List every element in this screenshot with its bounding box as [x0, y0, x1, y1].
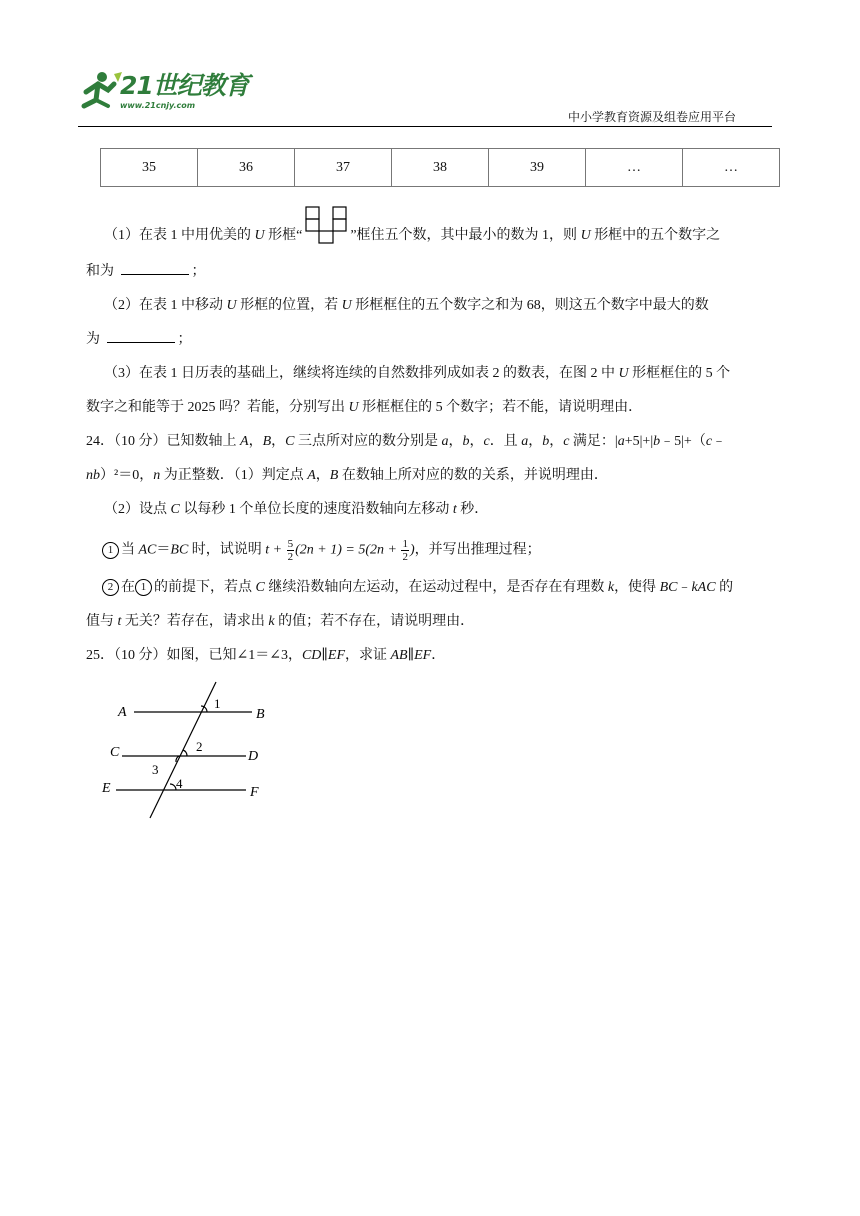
text: 为: [86, 332, 104, 347]
var: CD: [301, 648, 322, 663]
var: b: [653, 434, 661, 449]
var: b: [542, 434, 550, 449]
var: b: [462, 434, 470, 449]
var-u: U: [226, 298, 237, 313]
var: n: [153, 468, 161, 483]
table-cell: 36: [198, 149, 295, 187]
text: ＝: [156, 542, 171, 558]
u-frame-icon: [304, 205, 348, 245]
numerator: 1: [402, 538, 408, 550]
table-row: [101, 149, 780, 187]
var: BC: [659, 580, 678, 595]
q25-line1: [86, 646, 445, 666]
var: AC: [138, 542, 157, 558]
circled-number: 1: [135, 579, 152, 596]
var: A: [240, 434, 249, 449]
table-cell: …: [683, 149, 780, 187]
text: 的前提下，若点: [154, 580, 256, 595]
var: c: [563, 434, 570, 449]
table-cell: 35: [101, 149, 198, 187]
q23-part1-line2: [86, 262, 206, 282]
var: C: [285, 434, 295, 449]
var: a: [441, 434, 449, 449]
text: （1）在表 1 中用优美的: [104, 228, 255, 243]
formula-part: ): [409, 542, 415, 558]
text: ，求证: [345, 648, 391, 663]
text: 秒．: [456, 502, 489, 517]
var-u: U: [348, 400, 359, 415]
text: 数字之和能等于 2025 吗？若能，分别写出: [86, 400, 349, 415]
text: 继续沿数轴向左运动，在运动过程中，是否存在有理数: [264, 580, 608, 595]
number-table: [100, 148, 780, 187]
text: 值与: [86, 614, 118, 629]
var: C: [255, 580, 265, 595]
var-u: U: [254, 228, 265, 243]
circled-number: 1: [102, 542, 119, 559]
q24-line2: nb）²＝0，n 为正整数．（1）判定点 A，B 在数轴上所对应的数的关系，并说明理由．: [86, 468, 608, 483]
text: 形框的位置，若: [236, 298, 342, 313]
logo-text: 21世纪教育: [120, 71, 249, 100]
var: B: [329, 468, 339, 483]
text: 以每秒 1 个单位长度的速度沿数轴向左移动: [179, 502, 453, 517]
denominator: 2: [402, 551, 408, 563]
var: BC: [170, 542, 189, 558]
label-b: B: [256, 707, 265, 722]
text: （2）在表 1 中移动: [104, 298, 227, 313]
var: EF: [414, 648, 432, 663]
var: C: [170, 502, 180, 517]
label-d: D: [248, 749, 259, 764]
text: 在: [121, 580, 135, 595]
text: 形框“: [264, 228, 303, 243]
var: EF: [327, 648, 345, 663]
text: ．且: [489, 434, 522, 449]
table-cell: 38: [392, 149, 489, 187]
q24-line6: [86, 612, 474, 632]
text: 24．（10 分）已知数轴上: [86, 434, 240, 449]
var: nb: [86, 468, 100, 483]
circled-number: 2: [102, 579, 119, 596]
var: k: [268, 614, 275, 629]
numerator: 5: [287, 538, 294, 550]
formula-part: t +: [265, 542, 286, 558]
text: 的: [715, 580, 734, 595]
var: B: [262, 434, 272, 449]
table-cell: 37: [295, 149, 392, 187]
text: （3）在表 1 日历表的基础上，继续将连续的自然数排列成如表 2 的数表，在图 2 中: [104, 366, 619, 381]
q24-line3: [104, 500, 488, 520]
text: 形框框住的 5 个: [628, 366, 731, 381]
formula-part: (2n + 1) = 5(2n +: [295, 542, 401, 558]
text: 满足：|: [572, 434, 618, 449]
text: ”框住五个数，其中最小的数为 1，则: [350, 228, 581, 243]
q24-line5: [102, 578, 733, 598]
text: ）²＝0，: [100, 468, 154, 483]
q23-part2-line1: [104, 296, 709, 316]
header-divider: [78, 126, 772, 127]
label-e: E: [102, 781, 111, 796]
answer-blank[interactable]: [121, 262, 189, 275]
text: 和为: [86, 264, 118, 279]
denominator: 2: [287, 551, 294, 563]
label-f: F: [250, 785, 259, 800]
var: t: [452, 502, 457, 517]
var: k: [607, 580, 615, 595]
var-u: U: [618, 366, 629, 381]
var: a: [617, 434, 625, 449]
text: ；: [191, 264, 206, 279]
angle-2-arc: [183, 750, 187, 756]
text: 形框中的五个数字之: [590, 228, 721, 243]
q23-part3-line1: [104, 364, 730, 384]
angle-2-label: 2: [196, 739, 203, 754]
text: ﹣: [712, 434, 727, 449]
text: （2）设点: [104, 502, 171, 517]
text: 形框框住的 5 个数字；若不能，请说明理由．: [358, 400, 643, 415]
text: 在数轴上所对应的数的关系，并说明理由．: [338, 468, 608, 483]
text: ∥: [321, 648, 328, 663]
text: ，并写出推理过程；: [414, 542, 541, 558]
q23-part2-line2: [86, 330, 192, 350]
text: 当: [121, 542, 139, 558]
text: ，使得: [614, 580, 660, 595]
text: 形框框住的五个数字之和为 68，则这五个数字中最大的数: [351, 298, 709, 313]
var: kAC: [691, 580, 716, 595]
text: 无关？若存在，请求出: [121, 614, 269, 629]
var: AB: [390, 648, 408, 663]
angle-4-label: 4: [176, 776, 183, 791]
label-c: C: [110, 745, 120, 760]
text: 三点所对应的数分别是: [297, 434, 442, 449]
var-u: U: [341, 298, 352, 313]
table-cell: …: [586, 149, 683, 187]
q24-line1: 24．（10 分）已知数轴上 A，B，C 三点所对应的数分别是 a，b，c．且 a，b，c 满足：|a+5|+|b﹣5|+（c﹣: [86, 434, 727, 449]
text: 的值；若不存在，请说明理由．: [274, 614, 475, 629]
q23-part1-line1: [104, 226, 720, 246]
fraction: [401, 538, 409, 563]
fraction: [287, 538, 295, 563]
text: ﹣: [677, 580, 692, 595]
logo-url: www.21cnjy.com: [120, 101, 196, 110]
angle-1-label: 1: [214, 696, 221, 711]
var-u: U: [580, 228, 591, 243]
text: ．: [431, 648, 446, 663]
answer-blank[interactable]: [107, 330, 175, 343]
logo: [78, 68, 258, 118]
text: ﹣5|+（: [660, 434, 706, 449]
text: 25．（10 分）如图，已知∠1＝∠3，: [86, 648, 302, 663]
runner-logo-icon: [78, 68, 122, 112]
label-a: A: [118, 705, 127, 720]
var: t: [117, 614, 122, 629]
text: 为正整数．（1）判定点: [160, 468, 308, 483]
table-cell: 39: [489, 149, 586, 187]
var: a: [521, 434, 529, 449]
q24-line4: [102, 538, 541, 563]
text: ∥: [407, 648, 415, 663]
header-tagline: 中小学教育资源及组卷应用平台: [567, 110, 736, 124]
var: A: [307, 468, 316, 483]
var: c: [483, 434, 490, 449]
text: ；: [177, 332, 192, 347]
q23-part3-line2: [86, 398, 642, 418]
text: 时，试说明: [188, 542, 266, 558]
text: +5|+|: [624, 434, 654, 449]
var: c: [705, 434, 713, 449]
parallel-lines-figure: [100, 680, 280, 825]
angle-3-label: 3: [152, 762, 159, 777]
